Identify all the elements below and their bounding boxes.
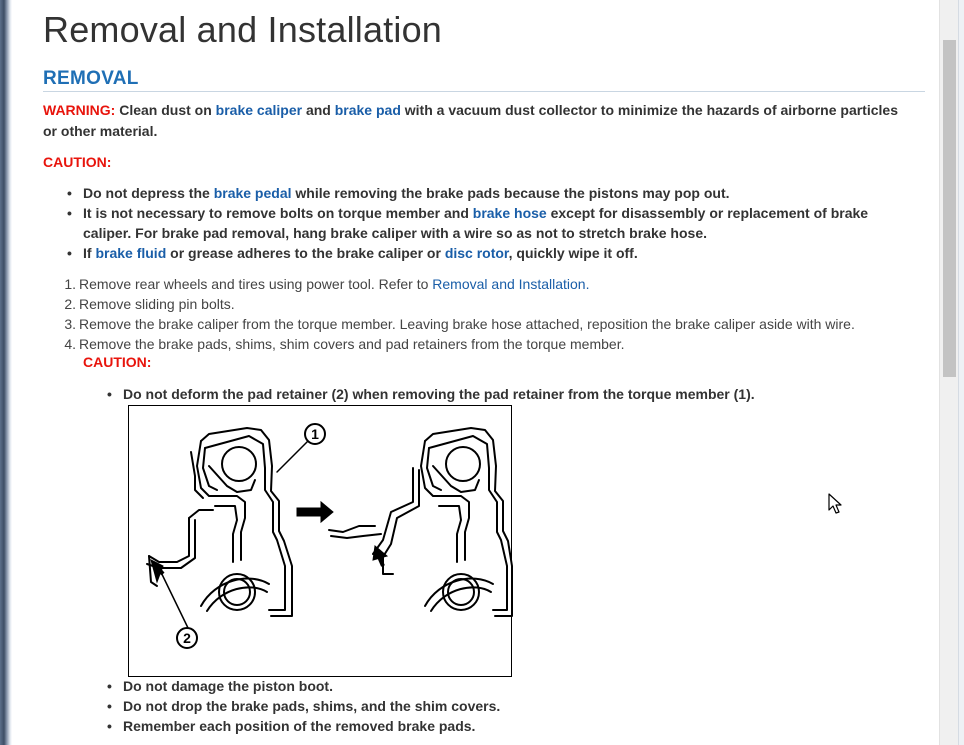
callout-2-label: 2: [183, 630, 191, 646]
caution-label: CAUTION:: [83, 354, 152, 370]
list-item: • Do not drop the brake pads, shims, and the shim covers.: [123, 696, 913, 716]
step-number: 4.: [64, 336, 76, 352]
link-brake-hose[interactable]: brake hose: [472, 205, 547, 221]
link-removal-and-installation[interactable]: Removal and Installation: [432, 276, 586, 292]
link-brake-pad[interactable]: brake pad: [334, 102, 401, 118]
step-item: [43, 294, 923, 314]
caution-heading: [43, 152, 913, 173]
list-item-text: except for disassembly or replacement of brake caliper. For brake pad removal, hang brake caliper with a wire so as not to stretch brake hose.: [83, 205, 869, 241]
step4-caution-list-continued: [123, 676, 913, 736]
window-right-frame: [958, 0, 964, 745]
warning-text: with a vacuum dust collector to minimize the hazards of airborne particles or other material.: [43, 102, 898, 139]
page-title: Removal and Installation: [43, 9, 443, 50]
list-item: • Do not deform the pad retainer (2) when removing the pad retainer from the torque member (1).: [123, 384, 913, 404]
link-disc-rotor[interactable]: disc rotor: [444, 245, 509, 261]
warning-text: and: [302, 102, 335, 118]
warning-text: Clean dust on: [115, 102, 216, 118]
mouse-pointer-icon: [828, 493, 842, 515]
vertical-scrollbar[interactable]: [939, 0, 958, 745]
caution-label: CAUTION:: [43, 154, 112, 170]
warning-paragraph: [43, 100, 913, 142]
list-item: • Do not damage the piston boot.: [123, 676, 913, 696]
step4-caution-heading: [83, 354, 151, 370]
list-item-text: Do not depress the: [83, 185, 214, 201]
section-heading-removal: REMOVAL: [43, 68, 925, 92]
step-number: 1.: [64, 276, 76, 292]
list-item-text: It is not necessary to remove bolts on torque member and: [83, 205, 473, 221]
list-item: [83, 203, 913, 243]
step-text: Remove the brake pads, shims, shim covers and pad retainers from the torque member.: [79, 336, 625, 352]
link-brake-fluid[interactable]: brake fluid: [95, 245, 167, 261]
pad-retainer-diagram: [129, 406, 513, 678]
step-text: Remove rear wheels and tires using power tool. Refer to: [79, 276, 433, 292]
link-brake-pedal[interactable]: brake pedal: [213, 185, 292, 201]
list-item: [83, 243, 913, 263]
scrollbar-thumb[interactable]: [943, 40, 956, 377]
callout-1-label: 1: [311, 426, 319, 442]
step-number: 2.: [64, 296, 76, 312]
step4-caution-list: [123, 384, 913, 404]
list-item-text: or grease adheres to the brake caliper or: [166, 245, 445, 261]
step-item: [43, 314, 923, 334]
list-item-text: If: [83, 245, 96, 261]
warning-label: WARNING:: [43, 102, 116, 118]
document-content: [43, 0, 928, 745]
step-item: [43, 274, 923, 294]
step-text: Remove the brake caliper from the torque member. Leaving brake hose attached, reposition the brake caliper aside with wire.: [79, 316, 855, 332]
link-brake-caliper[interactable]: brake caliper: [215, 102, 303, 118]
caution-list: [83, 183, 913, 263]
step-text: .: [585, 276, 590, 292]
list-item-text: while removing the brake pads because the pistons may pop out.: [291, 185, 730, 201]
step-number: 3.: [64, 316, 76, 332]
list-item: [83, 183, 913, 203]
step-item: [43, 334, 923, 354]
list-item: • Remember each position of the removed brake pads.: [123, 716, 913, 736]
step-text: Remove sliding pin bolts.: [79, 296, 235, 312]
removal-steps: [43, 274, 923, 354]
pad-retainer-illustration: [128, 405, 512, 677]
window-left-frame: [0, 0, 12, 745]
list-item-text: , quickly wipe it off.: [508, 245, 638, 261]
